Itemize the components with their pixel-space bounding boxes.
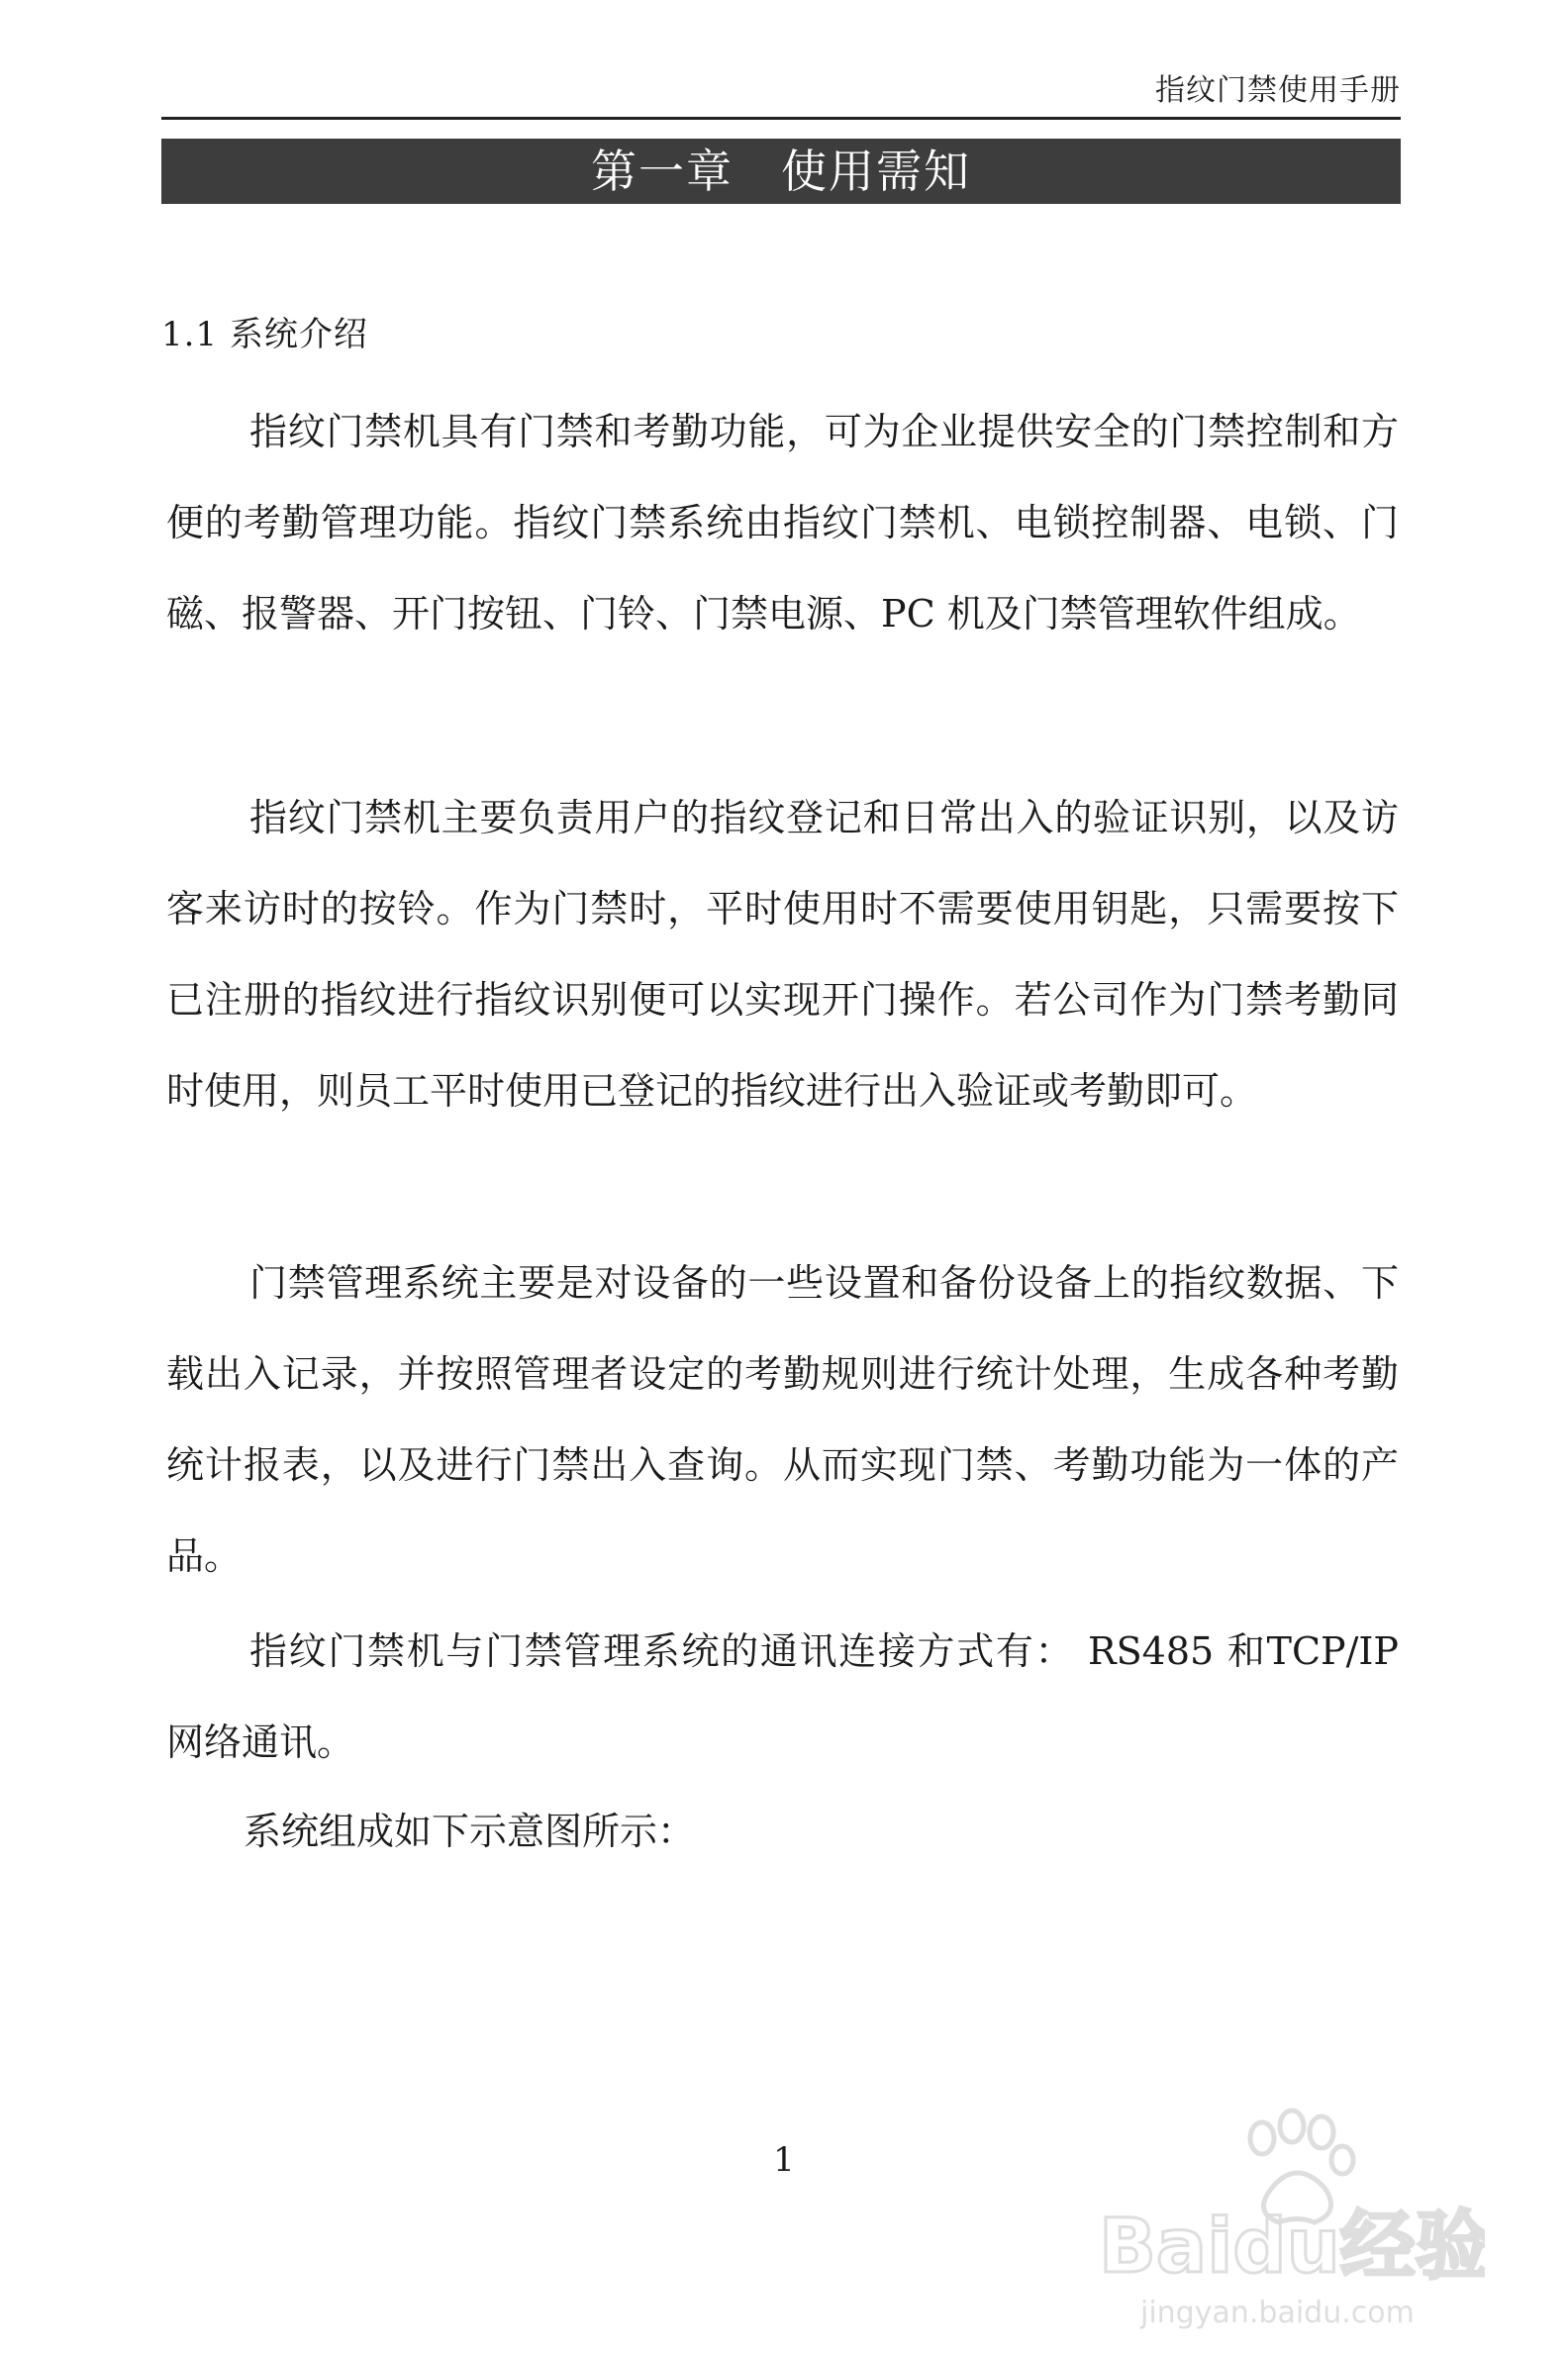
running-header-title: 指纹门禁使用手册 xyxy=(1155,73,1401,108)
paw-logo-icon xyxy=(1099,2099,1485,2336)
section-heading: 1.1 系统介绍 xyxy=(161,315,368,354)
chapter-name: 使用需知 xyxy=(781,145,971,198)
body-paragraph-2: 指纹门禁机主要负责用户的指纹登记和日常出入的验证识别，以及访客来访时的按铃。作为门禁时，平时使用时不需要使用钥匙，只需要按下已注册的指纹进行指纹识别便可以实现开门操作。若公司作为门禁考勤同时使用，则员工平时使用已登记的指纹进行出入验证或考勤即可。 xyxy=(166,796,1399,1113)
body-paragraph-4: 指纹门禁机与门禁管理系统的通讯连接方式有： RS485 和TCP/IP 网络通讯。 xyxy=(166,1629,1399,1764)
baidu-jingyan-watermark xyxy=(1099,2099,1485,2336)
watermark-brand: Baidu经验 xyxy=(1099,2202,1485,2290)
chapter-title xyxy=(591,139,971,204)
body-paragraph-1: 指纹门禁机具有门禁和考勤功能，可为企业提供安全的门禁控制和方便的考勤管理功能。指纹门禁系统由指纹门禁机、电锁控制器、电锁、门磁、报警器、开门按钮、门铃、门禁电源、PC 机及门禁管理软件组成。 xyxy=(166,410,1399,636)
body-paragraph-3: 门禁管理系统主要是对设备的一些设置和备份设备上的指纹数据、下载出入记录，并按照管理者设定的考勤规则进行统计处理，生成各种考勤统计报表，以及进行门禁出入查询。从而实现门禁、考勤功能为一体的产品。 xyxy=(166,1261,1399,1578)
watermark-url: jingyan.baidu.com xyxy=(1140,2296,1415,2330)
body-paragraph-5: 系统组成如下示意图所示： xyxy=(244,1810,696,1853)
chapter-title-bar xyxy=(161,139,1401,204)
chapter-number: 第一章 xyxy=(591,145,734,198)
page-number: 1 xyxy=(773,2140,795,2180)
running-header xyxy=(161,57,1401,120)
